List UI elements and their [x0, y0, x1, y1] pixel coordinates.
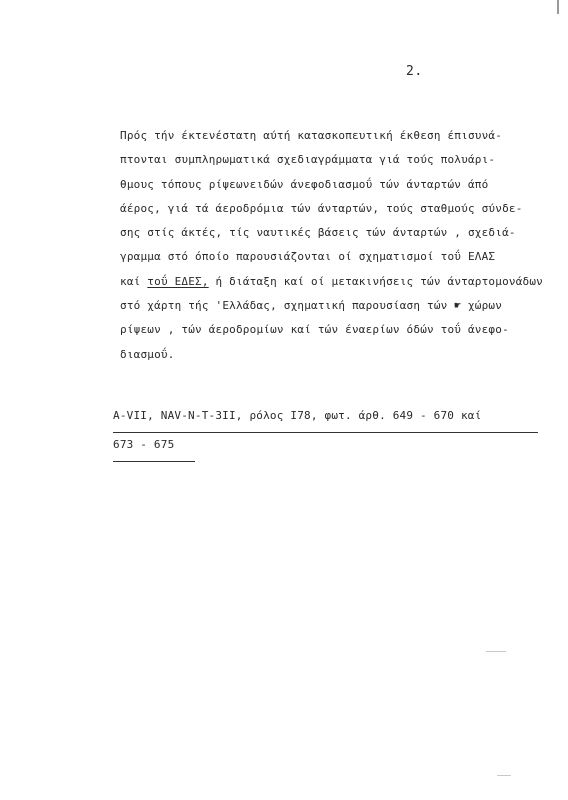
body-line: άέρος, γιά τά άεροδρόμια τών άνταρτών, τούς σταθμούς σύνδε- [120, 201, 523, 215]
body-paragraph [120, 124, 544, 367]
reference-line: 673 - 675 [113, 433, 195, 462]
page-number: 2. [406, 64, 423, 79]
underlined-edes: τοΰ ΕΔΕΣ, [147, 274, 209, 288]
body-line: στό χάρτη τής 'Ελλάδας, σχηματική παρουσίαση τών ☛ χώρων [120, 299, 503, 313]
body-line [120, 270, 544, 294]
scan-speck [497, 775, 511, 776]
body-line: διασμοΰ. [120, 347, 175, 361]
body-line-rest: ή διάταξη καί οί μετακινήσεις τών άνταρτομονάδων [208, 274, 544, 288]
reference-line: A-VII, NAV-N-T-3II, ρόλος I78, φωτ. άρθ. 649 - 670 καί [113, 404, 538, 433]
body-line: ρίψεων , τών άεροδρομίων καί τών έναερίων όδών τοΰ άνεφο- [120, 323, 509, 337]
body-line-start: καί [120, 274, 148, 288]
page-edge-mark [557, 0, 559, 14]
body-line: σης στίς άκτές, τίς ναυτικές βάσεις τών άνταρτών , σχεδιά- [120, 226, 516, 240]
body-line: γραμμα στό όποίο παρουσιάζονται οί σχηματισμοί τοΰ ΕΛΑΣ [120, 250, 496, 264]
body-line: πτονται συμπληρωματικά σχεδιαγράμματα γιά τούς πολυάρι- [120, 153, 496, 167]
body-line: θμους τόπους ρίψεωνειδών άνεφοδιασμοΰ τών άνταρτών άπό [120, 177, 489, 191]
scan-speck [486, 651, 506, 652]
archive-reference [113, 404, 538, 462]
body-line: Πρός τήν έκτενέστατη αύτή κατασκοπευτική έκθεση έπισυνά- [120, 129, 503, 142]
